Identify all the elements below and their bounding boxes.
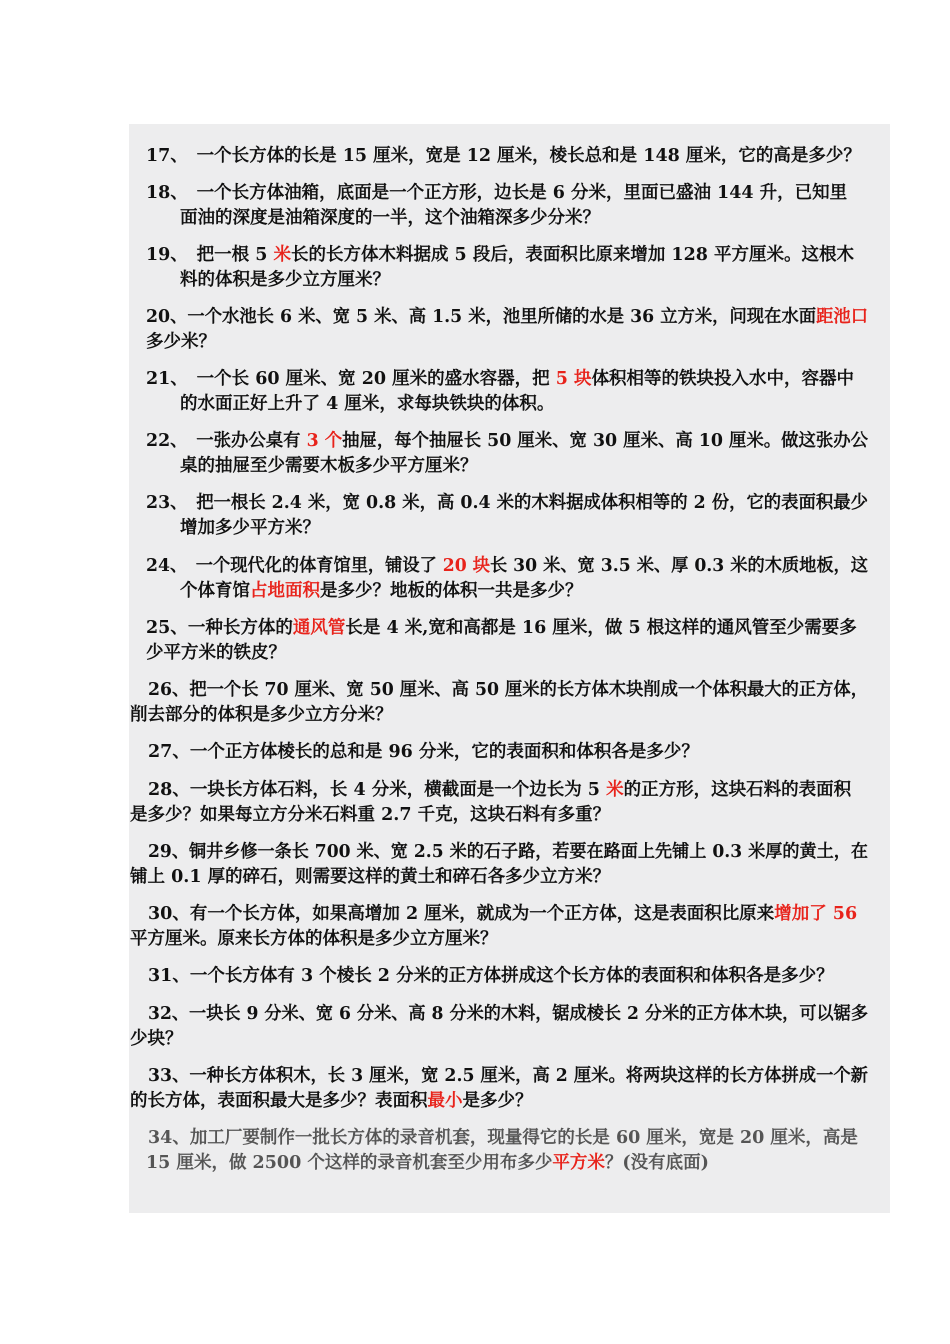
question-21-line-2	[180, 392, 554, 417]
question-33-line-2	[130, 1089, 533, 1114]
question-19-line-1	[146, 243, 854, 268]
question-text: 削去部分的体积是多少立方分米？	[130, 705, 393, 725]
question-text: 是多少？	[462, 1091, 533, 1111]
question-text: 30、有一个长方体，如果高增加 2 厘米，就成为一个正方体，这是表面积比原来	[148, 904, 775, 924]
question-text: 18、 一个长方体油箱，底面是一个正方形，边长是 6 分米，里面已盛油 144 升，已知里	[146, 183, 848, 203]
question-text: 32、一块长 9 分米、宽 6 分米、高 8 分米的木料，锯成棱长 2 分米的正方体木块，可以锯多	[148, 1004, 868, 1024]
question-text: 个体育馆	[180, 581, 250, 601]
highlight-text: 20 块	[442, 556, 490, 576]
question-text: 少平方米的铁皮？	[146, 643, 286, 663]
question-18-line-2	[180, 206, 600, 231]
question-text: 22、 一张办公桌有	[146, 431, 307, 451]
question-28-line-1	[148, 778, 851, 803]
question-text: 21、 一个长 60 厘米、宽 20 厘米的盛水容器，把	[146, 369, 556, 389]
question-27-line-1	[148, 740, 699, 765]
question-text: 31、一个长方体有 3 个棱长 2 分米的正方体拼成这个长方体的表面积和体积各是多少？	[148, 966, 834, 986]
question-text: 长 30 米、宽 3.5 米、厚 0.3 米的木质地板，这	[489, 556, 869, 576]
question-18-line-1	[146, 181, 847, 206]
highlight-text: 增加了 56	[774, 904, 858, 924]
question-text: 面油的深度是油箱深度的一半，这个油箱深多少分米？	[180, 208, 600, 228]
question-21-line-1	[146, 367, 854, 392]
question-text: 多少米？	[146, 332, 216, 352]
question-text: 长是 4 米,宽和高都是 16 厘米，做 5 根这样的通风管至少需要多	[345, 618, 857, 638]
question-text: 体积相等的铁块投入水中，容器中	[591, 369, 855, 389]
question-text: 桌的抽屉至少需要木板多少平方厘米？	[180, 456, 478, 476]
question-text: 17、 一个长方体的长是 15 厘米，宽是 12 厘米，棱长总和是 148 厘米，它的高是多少？	[146, 146, 861, 166]
highlight-text: 平方米	[552, 1153, 605, 1173]
question-17-line-1	[146, 144, 861, 169]
question-text: 34、加工厂要制作一批长方体的录音机套，现量得它的长是 60 厘米，宽是 20 厘米，高是	[148, 1128, 858, 1148]
highlight-text: 3 个	[306, 431, 343, 451]
highlight-text: 最小	[427, 1091, 463, 1111]
question-33-line-1	[148, 1064, 868, 1089]
question-text: 的正方形，这块石料的表面积	[623, 780, 852, 800]
question-22-line-1	[146, 429, 868, 454]
question-23-line-2	[180, 516, 320, 541]
question-32-line-2	[130, 1027, 183, 1052]
highlight-text: 5 块	[555, 369, 592, 389]
question-text: 平方厘米。原来长方体的体积是多少立方厘米？	[130, 929, 498, 949]
question-25-line-2	[146, 641, 286, 666]
question-25-line-1	[146, 616, 857, 641]
question-19-line-2	[180, 268, 390, 293]
question-text: 25、一种长方体的	[146, 618, 293, 638]
question-24-line-2	[180, 579, 583, 604]
question-text: 23、 把一根长 2.4 米，宽 0.8 米，高 0.4 米的木料据成体积相等的 2 份，它的表面积最少	[146, 493, 868, 513]
question-24-line-1	[146, 554, 868, 579]
question-28-line-2	[130, 803, 610, 828]
question-30-line-2	[130, 927, 498, 952]
question-text: 铺上 0.1 厚的碎石，则需要这样的黄土和碎石各多少立方米？	[130, 867, 611, 887]
question-26-line-2	[130, 703, 393, 728]
question-30-line-1	[148, 902, 857, 927]
question-text: 20、一个水池长 6 米、宽 5 米、高 1.5 米，池里所储的水是 36 立方米，问现在水面	[146, 307, 817, 327]
question-text: 少块？	[130, 1029, 183, 1049]
highlight-text: 占地面积	[250, 581, 320, 601]
question-26-line-1	[148, 678, 868, 703]
question-text: 增加多少平方米？	[180, 518, 320, 538]
question-20-line-2	[146, 330, 216, 355]
question-23-line-1	[146, 491, 868, 516]
question-text: 24、 一个现代化的体育馆里，铺设了	[146, 556, 443, 576]
highlight-text: 米	[273, 245, 291, 265]
question-text: 15 厘米，做 2500 个这样的录音机套至少用布多少	[146, 1153, 553, 1173]
question-text: 27、一个正方体棱长的总和是 96 分米，它的表面积和体积各是多少？	[148, 742, 699, 762]
question-29-line-1	[148, 840, 868, 865]
question-text: 26、把一个长 70 厘米、宽 50 厘米、高 50 厘米的长方体木块削成一个体积最大的正方体，	[148, 680, 869, 700]
highlight-text: 通风管	[292, 618, 346, 638]
question-31-line-1	[148, 964, 834, 989]
question-text: 19、 把一根 5	[146, 245, 274, 265]
question-text: 的长方体，表面积最大是多少？表面积	[130, 1091, 428, 1111]
question-34-line-2	[146, 1151, 709, 1176]
question-text: 是多少？地板的体积一共是多少？	[320, 581, 583, 601]
question-text: 的水面正好上升了 4 厘米，求每块铁块的体积。	[180, 394, 555, 414]
question-22-line-2	[180, 454, 478, 479]
highlight-text: 距池口	[816, 307, 869, 327]
question-text: 抽屉，每个抽屉长 50 厘米、宽 30 厘米、高 10 厘米。做这张办公	[342, 431, 869, 451]
question-text: 29、铜井乡修一条长 700 米、宽 2.5 米的石子路，若要在路面上先铺上 0.3 米厚的黄土，在	[148, 842, 869, 862]
question-text: 是多少？如果每立方分米石料重 2.7 千克，这块石料有多重？	[130, 805, 611, 825]
question-text: 28、一块长方体石料，长 4 分米，横截面是一个边长为 5	[148, 780, 607, 800]
question-text: ？(没有底面)	[604, 1153, 709, 1173]
question-text: 33、一种长方体积木，长 3 厘米，宽 2.5 厘米，高 2 厘米。将两块这样的长方体拼成一个新	[148, 1066, 868, 1086]
question-text: 长的长方体木料据成 5 段后，表面积比原来增加 128 平方厘米。这根木	[290, 245, 855, 265]
highlight-text: 米	[606, 780, 624, 800]
question-29-line-2	[130, 865, 610, 890]
question-text: 料的体积是多少立方厘米？	[180, 270, 390, 290]
question-34-line-1	[148, 1126, 858, 1151]
question-32-line-1	[148, 1002, 868, 1027]
question-20-line-1	[146, 305, 868, 330]
